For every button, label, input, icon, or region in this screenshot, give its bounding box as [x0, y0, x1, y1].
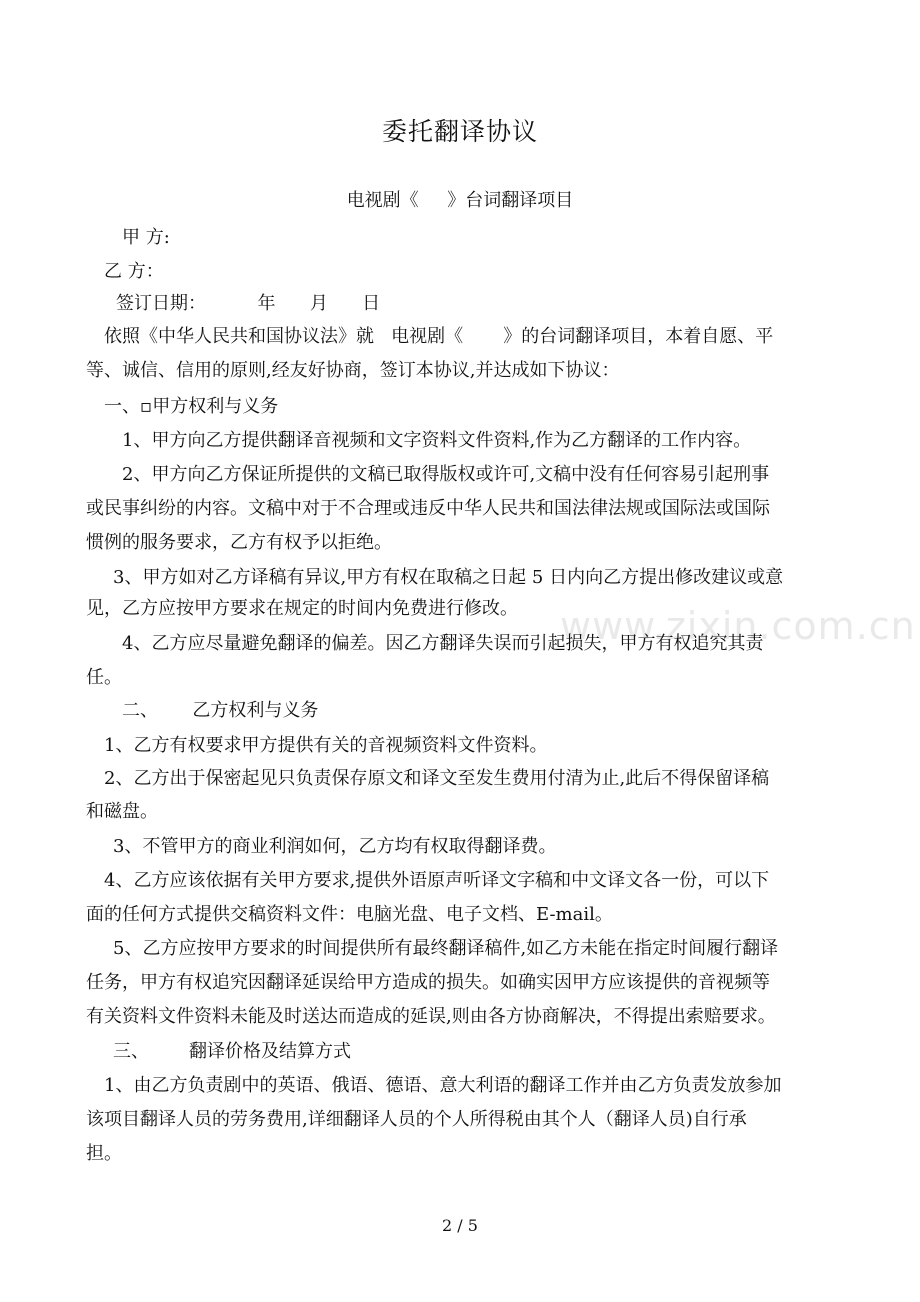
party-b-line: 乙 方： — [104, 261, 164, 282]
clause-line: 惯例的服务要求，乙方有权予以拒绝。 — [86, 532, 392, 553]
party-a-line: 甲 方: — [122, 227, 170, 248]
clause-line: 3、不管甲方的商业利润如何，乙方均有权取得翻译费。 — [113, 836, 557, 857]
clause-line: 和磁盘。 — [86, 801, 158, 822]
section-2-heading: 二、 乙方权利与义务 — [122, 700, 319, 721]
clause-line: 担。 — [86, 1143, 122, 1164]
clause-line: 4、乙方应尽量避免翻译的偏差。因乙方翻译失误而引起损失，甲方有权追究其责 — [122, 633, 764, 654]
clause-line: 面的任何方式提供交稿资料文件：电脑光盘、电子文档、E-mail。 — [86, 904, 613, 925]
clause-line: 1、甲方向乙方提供翻译音视频和文字资料文件资料,作为乙方翻译的工作内容。 — [122, 430, 752, 451]
section-3-heading: 三、 翻译价格及结算方式 — [113, 1041, 352, 1062]
clause-line: 5、乙方应按甲方要求的时间提供所有最终翻译稿件,如乙方未能在指定时间履行翻译 — [113, 938, 779, 959]
clause-line: 见，乙方应按甲方要求在规定的时间内免费进行修改。 — [86, 598, 518, 619]
clause-line: 该项目翻译人员的劳务费用,详细翻译人员的个人所得税由其个人（翻译人员)自行承 — [86, 1109, 747, 1130]
clause-line: 2、乙方出于保密起见只负责保存原文和译文至发生费用付清为止,此后不得保留译稿 — [104, 768, 770, 789]
intro-line: 等、诚信、信用的原则,经友好协商，签订本协议,并达成如下协议： — [86, 360, 620, 381]
clause-line: 有关资料文件资料未能及时送达而造成的延误,则由各方协商解决，不得提出索赔要求。 — [86, 1006, 776, 1027]
clause-line: 4、乙方应该依据有关甲方要求,提供外语原声听译文字稿和中文译文各一份，可以下 — [104, 870, 770, 891]
page-number: 2 / 5 — [442, 1216, 478, 1235]
clause-line: 1、由乙方负责剧中的英语、俄语、德语、意大利语的翻译工作并由乙方负责发放参加 — [104, 1075, 782, 1096]
clause-line: 3、甲方如对乙方译稿有异议,甲方有权在取稿之日起 5 日内向乙方提出修改建议或意 — [113, 567, 784, 588]
clause-line: 任务，甲方有权追究因翻译延误给甲方造成的损失。如确实因甲方应该提供的音视频等 — [86, 972, 770, 993]
watermark: www.zixin.com.cn — [560, 604, 916, 648]
section-1-heading: 一、▫甲方权利与义务 — [104, 396, 279, 417]
clause-line: 2、甲方向乙方保证所提供的文稿已取得版权或许可,文稿中没有任何容易引起刑事 — [122, 464, 770, 485]
clause-line: 1、乙方有权要求甲方提供有关的音视频资料文件资料。 — [104, 735, 548, 756]
sign-date-line: 签订日期： 年 月 日 — [116, 293, 381, 314]
document-subtitle: 电视剧《 》台词翻译项目 — [346, 190, 574, 211]
clause-line: 或民事纠纷的内容。文稿中对于不合理或违反中华人民共和国法律法规或国际法或国际 — [86, 498, 770, 519]
intro-line: 依照《中华人民共和国协议法》就 电视剧《 》的台词翻译项目，本着自愿、平 — [104, 326, 774, 347]
document-title: 委托翻译协议 — [381, 117, 538, 146]
clause-line: 任。 — [86, 667, 122, 688]
